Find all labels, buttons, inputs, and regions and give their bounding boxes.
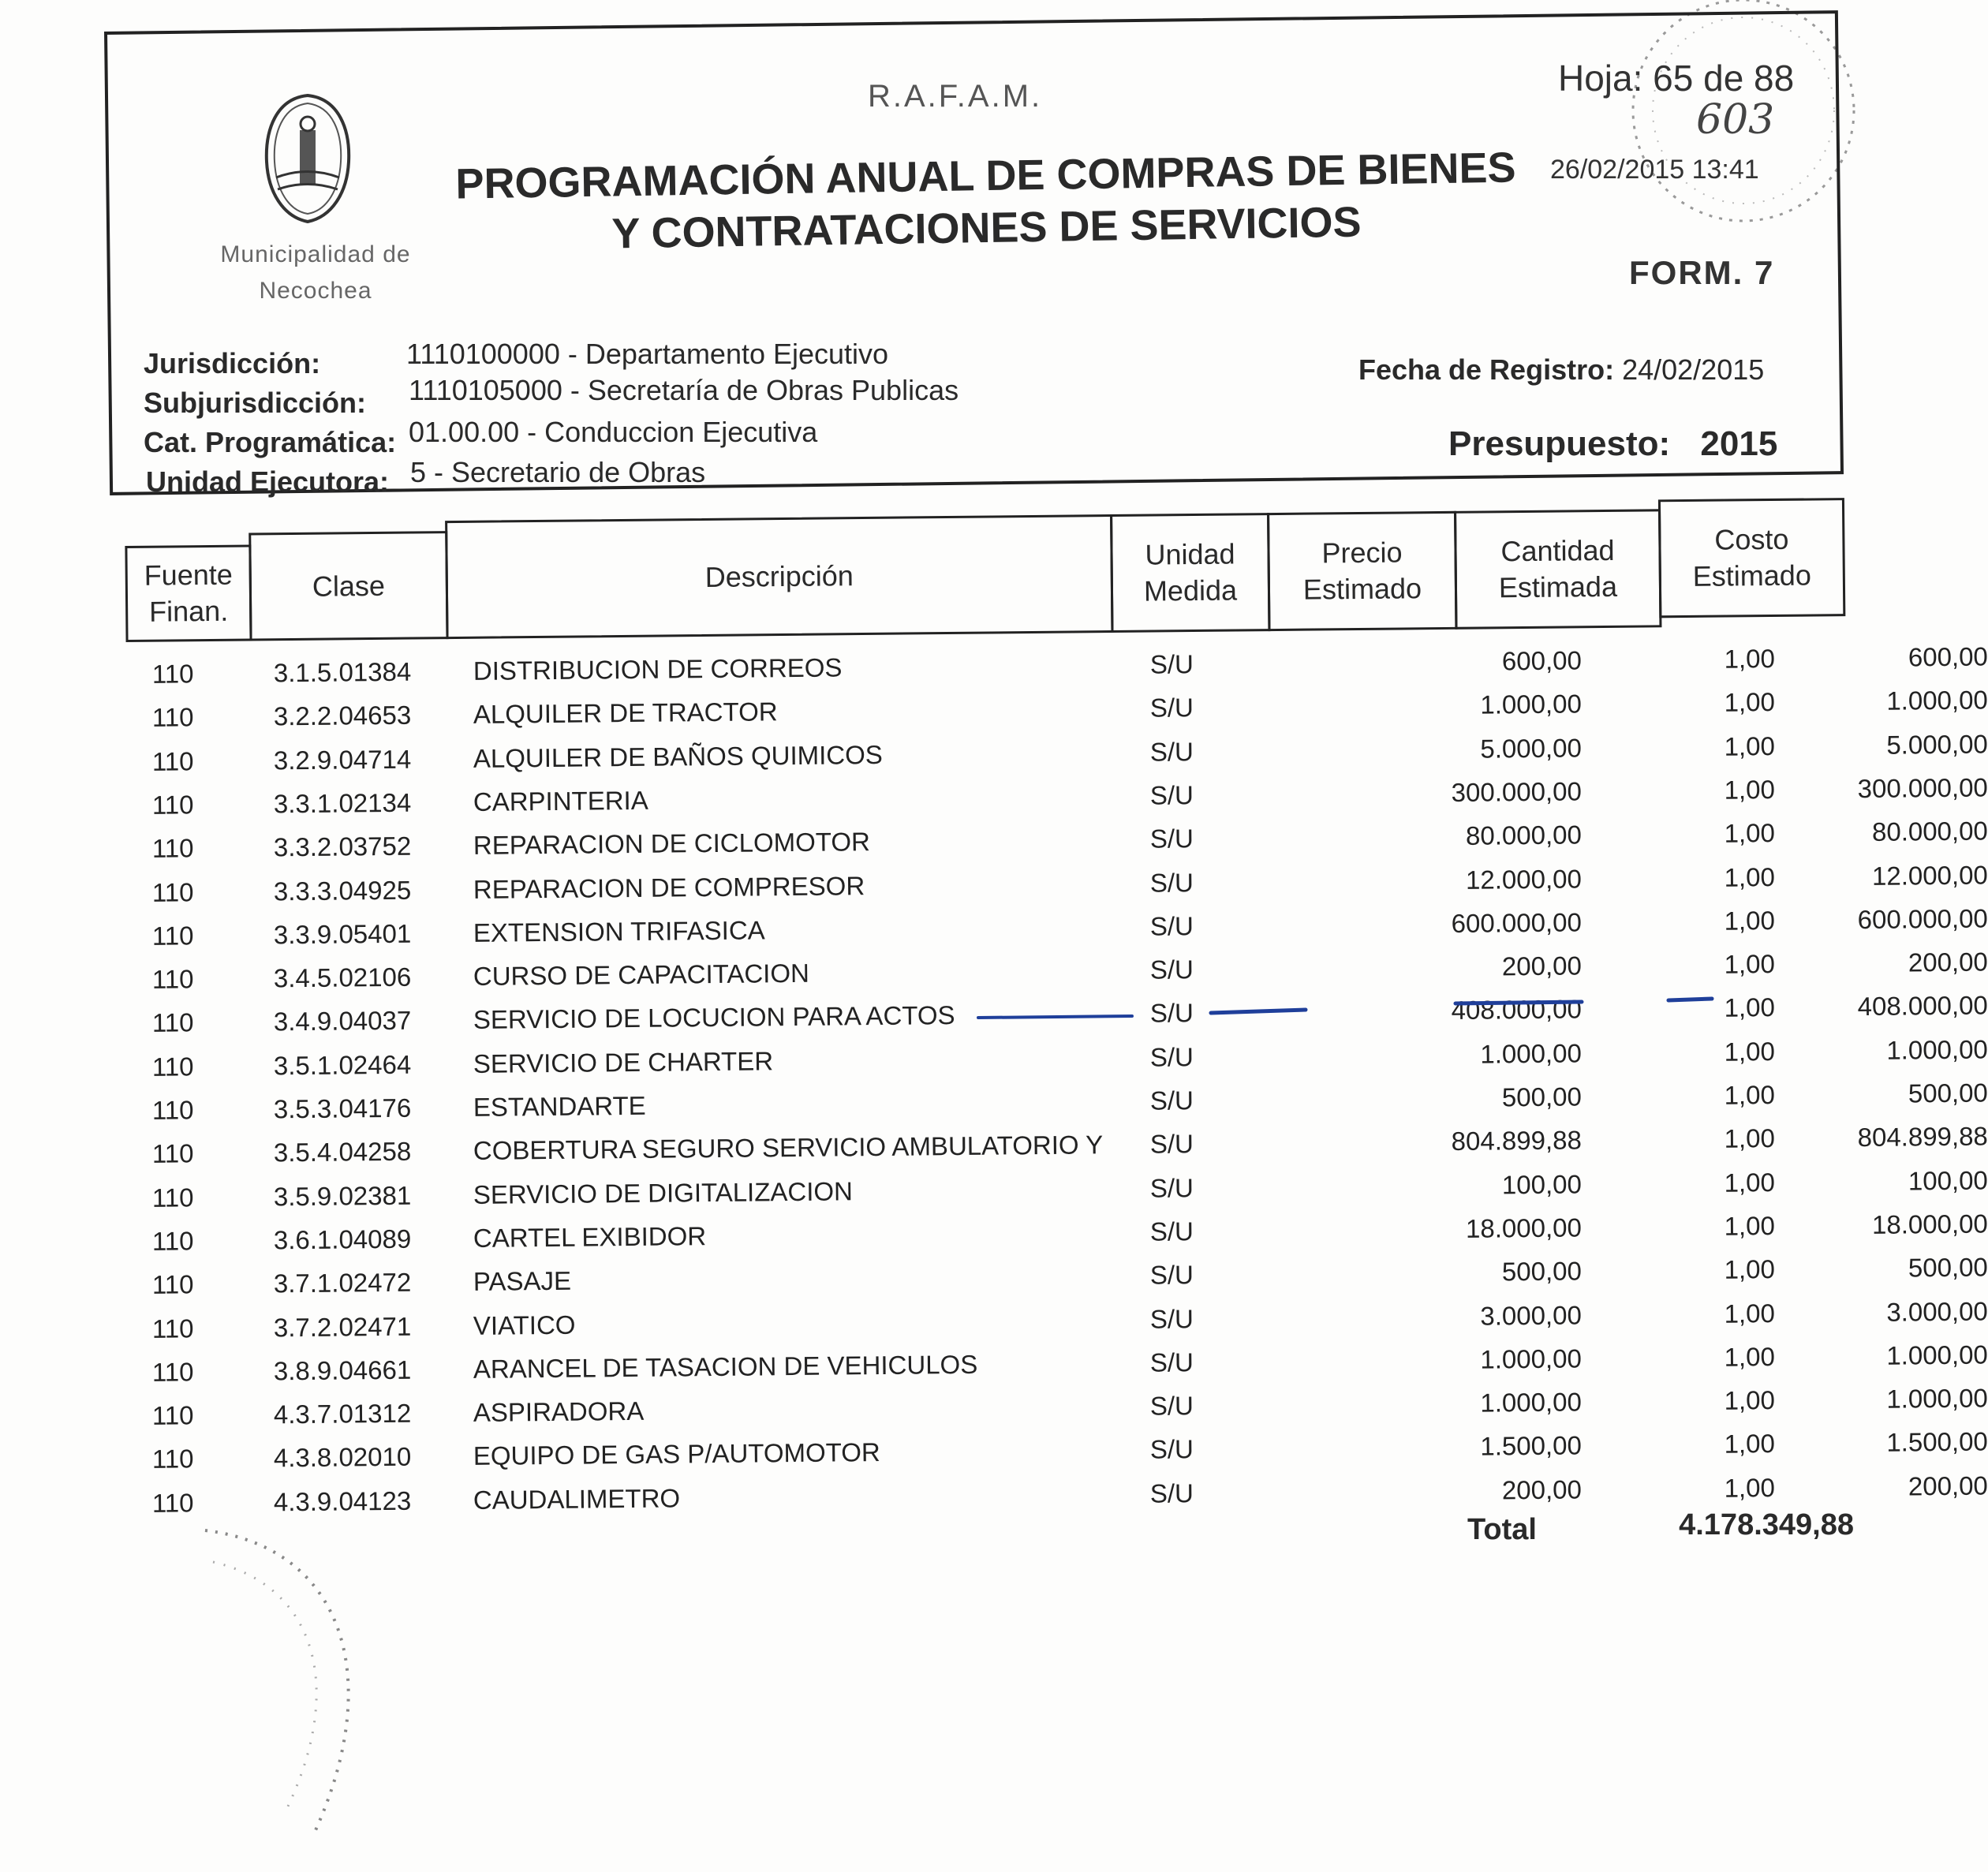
costo-cell: 1.000,00 [1886,1383,1988,1414]
precio-cell: 100,00 [1501,1169,1583,1199]
descripcion-cell: SERVICIO DE CHARTER [473,1045,774,1078]
descripcion-cell: EXTENSION TRIFASICA [473,915,765,947]
descripcion-cell: CURSO DE CAPACITACION [473,958,810,992]
meta-jurisdiccion-value: 1110100000 - Departamento Ejecutivo [406,338,889,370]
print-datetime: 26/02/2015 13:41 [1550,155,1759,185]
meta-unidad-ejecutora [146,465,389,499]
cantidad-cell: 1,00 [1724,1210,1775,1241]
clase-cell: 3.5.3.04176 [273,1093,412,1124]
clase-cell: 4.3.7.01312 [273,1398,412,1429]
table-header [125,498,1845,642]
cantidad-cell: 1,00 [1724,1429,1775,1459]
unidad-medida-cell: S/U [1149,780,1194,810]
meta-cat-programatica-value: 01.00.00 - Conduccion Ejecutiva [409,416,818,448]
precio-cell: 12.000,00 [1465,863,1583,895]
fuente-cell: 110 [151,790,194,820]
precio-cell: 80.000,00 [1465,820,1583,851]
unidad-medida-cell: S/U [1149,1478,1194,1508]
precio-cell: 3.000,00 [1480,1299,1583,1331]
fuente-cell: 110 [151,1182,194,1213]
rafam-label: R.A.F.A.M. [868,79,1043,114]
title-line-1: PROGRAMACIÓN ANUAL DE COMPRAS DE BIENES [455,144,1516,208]
precio-cell: 300.000,00 [1451,776,1583,807]
cantidad-cell: 1,00 [1724,644,1775,674]
precio-cell: 5.000,00 [1480,733,1583,764]
unidad-medida-cell: S/U [1149,824,1194,854]
costo-cell: 100,00 [1908,1165,1988,1196]
precio-cell: 500,00 [1501,1082,1583,1112]
precio-cell: 18.000,00 [1465,1213,1583,1243]
municipality-name [181,237,450,309]
costo-cell: 1.000,00 [1886,685,1988,716]
title-line-2: Y CONTRATACIONES DE SERVICIOS [611,198,1362,258]
fuente-cell: 110 [151,745,194,776]
costo-cell: 1.000,00 [1886,1034,1988,1065]
costo-cell: 1.000,00 [1886,1340,1988,1370]
cantidad-cell: 1,00 [1724,1472,1775,1503]
pen-underline-marks [974,992,1858,1024]
fuente-cell: 110 [151,1269,194,1300]
clase-cell: 3.3.9.05401 [273,918,412,950]
total-label: Total [1467,1513,1537,1546]
cantidad-cell: 1,00 [1724,730,1775,761]
unidad-medida-cell: S/U [1149,1041,1194,1072]
fuente-cell: 110 [151,1226,194,1256]
clase-cell: 3.2.9.04714 [273,744,412,775]
meta-jurisdiccion [144,347,320,380]
meta-label: Jurisdicción: [144,347,321,379]
cantidad-cell: 1,00 [1724,687,1775,717]
costo-cell: 12.000,00 [1871,859,1988,891]
costo-cell: 600,00 [1908,641,1988,672]
clase-cell: 3.5.4.04258 [273,1136,412,1168]
col-header-costo: Costo Estimado [1658,498,1845,618]
clase-cell: 3.2.2.04653 [273,700,412,731]
precio-cell: 1.000,00 [1480,1038,1583,1069]
unidad-medida-cell: S/U [1149,1391,1194,1421]
descripcion-cell: ALQUILER DE TRACTOR [473,697,778,730]
unidad-medida-cell: S/U [1149,649,1194,679]
unidad-medida-cell: S/U [1149,1129,1194,1159]
presupuesto-value: 2015 [1700,424,1778,463]
municipality-line-2: Necochea [259,278,372,304]
descripcion-cell: ARANCEL DE TASACION DE VEHICULOS [473,1349,978,1384]
costo-cell: 80.000,00 [1871,816,1988,847]
municipality-line-1: Municipalidad de [220,241,411,267]
unidad-medida-cell: S/U [1149,1085,1194,1115]
costo-cell: 200,00 [1908,947,1988,977]
clase-cell: 3.3.2.03752 [273,831,412,862]
descripcion-cell: CARPINTERIA [473,785,648,816]
clase-cell: 3.7.2.02471 [273,1311,412,1342]
clase-cell: 3.1.5.01384 [273,656,412,688]
page-counter: Hoja: 65 de 88 [1558,58,1795,99]
form-number: FORM. 7 [1629,254,1775,291]
unidad-medida-cell: S/U [1149,910,1194,941]
presupuesto-label: Presupuesto: [1448,424,1671,463]
cantidad-cell: 1,00 [1724,1167,1775,1198]
col-header-precio: Precio Estimado [1267,511,1457,631]
cantidad-cell: 1,00 [1724,1080,1775,1110]
meta-subjurisdiccion [144,387,366,420]
fuente-cell: 110 [151,1007,194,1038]
precio-cell: 600,00 [1501,645,1583,676]
precio-cell: 600.000,00 [1451,907,1583,938]
fuente-cell: 110 [151,921,194,951]
fuente-cell: 110 [151,1400,194,1430]
clase-cell: 3.5.9.02381 [273,1180,412,1211]
precio-cell: 1.000,00 [1480,689,1583,719]
unidad-medida-cell: S/U [1149,1260,1194,1290]
fecha-registro [1358,353,1764,387]
cantidad-cell: 1,00 [1724,861,1775,892]
costo-cell: 1.500,00 [1886,1426,1988,1458]
descripcion-cell: ASPIRADORA [473,1396,645,1428]
cantidad-cell: 1,00 [1724,774,1775,805]
total-value: 4.178.349,88 [1679,1508,1854,1541]
descripcion-cell: PASAJE [473,1265,572,1297]
col-header-unidad-medida: Unidad Medida [1110,513,1270,633]
costo-cell: 500,00 [1908,1252,1988,1283]
unidad-medida-cell: S/U [1149,1216,1194,1246]
cantidad-cell: 1,00 [1724,1123,1775,1153]
fuente-cell: 110 [151,1488,194,1518]
meta-label: Cat. Programática: [144,426,397,458]
descripcion-cell: ALQUILER DE BAÑOS QUIMICOS [473,739,884,773]
fuente-cell: 110 [151,1052,194,1082]
seal-stamp-bottom-left [197,1515,402,1862]
cantidad-cell: 1,00 [1724,905,1775,936]
presupuesto [1448,424,1777,464]
fuente-cell: 110 [151,1095,194,1125]
descripcion-cell: SERVICIO DE LOCUCION PARA ACTOS [473,1000,955,1035]
descripcion-cell: SERVICIO DE DIGITALIZACION [473,1175,854,1209]
cantidad-cell: 1,00 [1724,949,1775,979]
cantidad-cell: 1,00 [1724,1254,1775,1284]
costo-cell: 3.000,00 [1886,1295,1988,1327]
unidad-medida-cell: S/U [1149,998,1194,1029]
unidad-medida-cell: S/U [1149,1347,1194,1377]
precio-cell: 804.899,88 [1451,1125,1583,1156]
precio-cell: 500,00 [1501,1256,1583,1287]
fuente-cell: 110 [151,659,194,689]
precio-cell: 1.000,00 [1480,1387,1583,1418]
fuente-cell: 110 [151,876,194,907]
cantidad-cell: 1,00 [1724,1036,1775,1067]
unidad-medida-cell: S/U [1149,736,1194,767]
descripcion-cell: COBERTURA SEGURO SERVICIO AMBULATORIO Y [473,1130,1104,1166]
fecha-registro-label: Fecha de Registro: [1358,353,1615,386]
descripcion-cell: REPARACION DE CICLOMOTOR [473,827,871,861]
descripcion-cell: ESTANDARTE [473,1090,646,1122]
col-header-cantidad: Cantidad Estimada [1454,509,1661,630]
descripcion-cell: VIATICO [473,1310,576,1340]
fecha-registro-value: 24/02/2015 [1622,353,1765,386]
cantidad-cell: 1,00 [1724,992,1775,1023]
costo-cell: 804.899,88 [1857,1121,1988,1153]
precio-cell: 200,00 [1501,1474,1583,1505]
clase-cell: 3.7.1.02472 [273,1267,412,1298]
costo-cell: 18.000,00 [1871,1209,1988,1239]
meta-label: Subjurisdicción: [144,387,367,419]
municipal-crest-logo [260,91,355,225]
descripcion-cell: DISTRIBUCION DE CORREOS [473,652,843,686]
fuente-cell: 110 [151,1357,194,1387]
clase-cell: 4.3.9.04123 [273,1485,412,1517]
precio-cell: 408.000,00 [1451,994,1583,1026]
fuente-cell: 110 [151,1444,194,1474]
clase-cell: 3.6.1.04089 [273,1224,412,1255]
fuente-cell: 110 [151,1313,194,1343]
handwritten-page-number: 603 [1696,96,1775,144]
meta-label: Unidad Ejecutora: [146,465,390,498]
costo-cell: 5.000,00 [1886,729,1988,760]
clase-cell: 3.4.9.04037 [273,1006,412,1037]
costo-cell: 300.000,00 [1857,772,1988,803]
descripcion-cell: EQUIPO DE GAS P/AUTOMOTOR [473,1437,880,1471]
unidad-medida-cell: S/U [1149,1434,1194,1465]
fuente-cell: 110 [151,702,194,733]
descripcion-cell: REPARACION DE COMPRESOR [473,870,865,904]
costo-cell: 600.000,00 [1857,903,1988,934]
clase-cell: 3.5.1.02464 [273,1049,412,1081]
clase-cell: 3.8.9.04661 [273,1354,412,1386]
unidad-medida-cell: S/U [1149,867,1194,898]
col-header-fuente: Fuente Finan. [125,544,252,642]
col-header-descripcion: Descripción [445,514,1113,639]
precio-cell: 200,00 [1501,951,1583,981]
clase-cell: 3.3.1.02134 [273,787,412,819]
precio-cell: 1.500,00 [1480,1430,1583,1462]
cantidad-cell: 1,00 [1724,1385,1775,1415]
meta-cat-programatica [144,426,396,459]
unidad-medida-cell: S/U [1149,693,1194,723]
costo-cell: 500,00 [1908,1078,1988,1108]
document-title [441,141,1531,263]
costo-cell: 408.000,00 [1857,990,1988,1022]
clase-cell: 4.3.8.02010 [273,1442,412,1473]
fuente-cell: 110 [151,964,194,994]
clase-cell: 3.3.3.04925 [273,875,412,906]
meta-subjurisdiccion-value: 1110105000 - Secretaría de Obras Publicas [409,374,959,406]
cantidad-cell: 1,00 [1724,1341,1775,1372]
unidad-medida-cell: S/U [1149,1172,1194,1203]
fuente-cell: 110 [151,833,194,864]
clase-cell: 3.4.5.02106 [273,962,412,993]
col-header-clase: Clase [248,531,448,641]
precio-cell: 1.000,00 [1480,1343,1583,1374]
meta-unidad-ejecutora-value: 5 - Secretario de Obras [410,456,706,488]
cantidad-cell: 1,00 [1724,818,1775,848]
costo-cell: 200,00 [1908,1470,1988,1501]
unidad-medida-cell: S/U [1149,1303,1194,1334]
cantidad-cell: 1,00 [1724,1298,1775,1328]
descripcion-cell: CAUDALIMETRO [473,1483,681,1515]
unidad-medida-cell: S/U [1149,955,1194,985]
descripcion-cell: CARTEL EXIBIDOR [473,1220,707,1253]
fuente-cell: 110 [151,1138,194,1169]
